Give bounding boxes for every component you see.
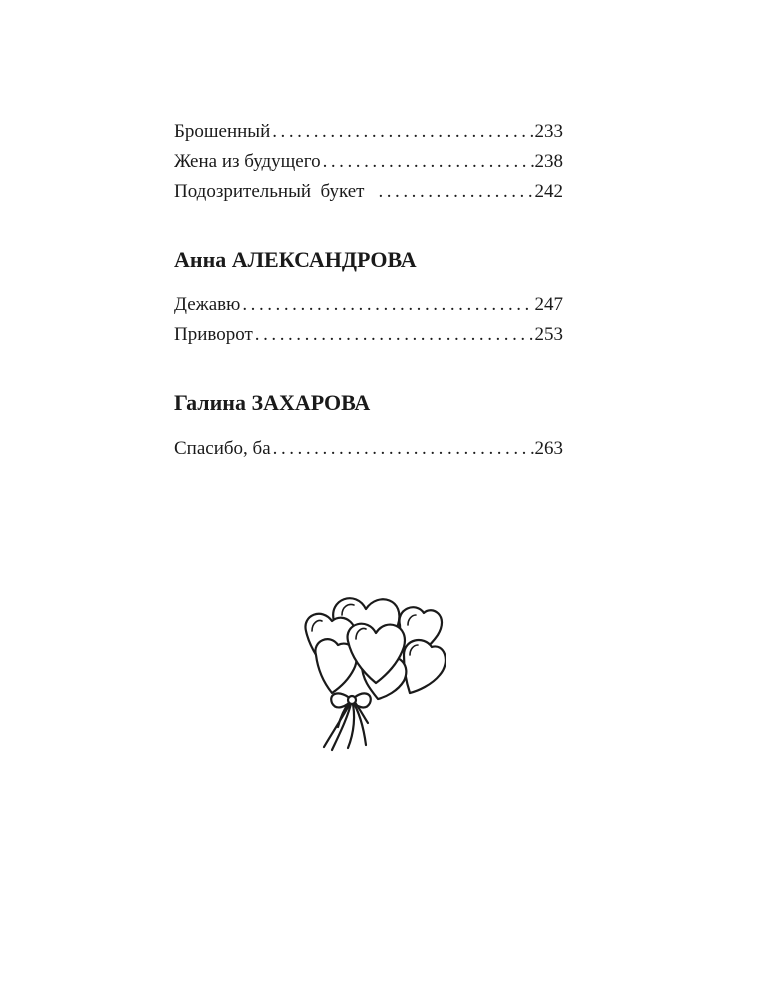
author-heading: Галина ЗАХАРОВА <box>174 390 371 415</box>
toc-leader-dots <box>242 293 533 317</box>
toc-entry-title: Брошенный <box>174 121 271 142</box>
toc-leader-dots <box>272 120 533 144</box>
toc-entry-title: Спасибо, ба <box>174 438 271 459</box>
toc-entry-page: 242 <box>534 181 563 202</box>
toc-entry-page: 263 <box>534 438 563 459</box>
toc-leader-dots <box>323 150 534 174</box>
toc-entry-page: 247 <box>534 294 563 315</box>
toc-entry <box>174 323 563 347</box>
toc-entry-page: 253 <box>534 324 563 345</box>
toc-entry <box>174 150 563 174</box>
heart-balloons-icon <box>300 585 446 755</box>
toc-entry-title: Подозрительный букет <box>174 181 365 202</box>
toc-entry <box>174 120 563 144</box>
toc-entry-title: Дежавю <box>174 294 241 315</box>
toc-leader-dots <box>378 180 533 204</box>
toc-entry <box>174 293 563 317</box>
author-heading: Анна АЛЕКСАНДРОВА <box>174 247 417 272</box>
toc-entry-page: 233 <box>534 121 563 142</box>
toc-entry-page: 238 <box>534 151 563 172</box>
toc-entry <box>174 180 563 204</box>
toc-entry <box>174 437 563 461</box>
toc-leader-dots <box>273 437 534 461</box>
toc-entry-title: Жена из будущего <box>174 151 321 172</box>
toc-leader-dots <box>255 323 534 347</box>
toc-entry-title: Приворот <box>174 324 253 345</box>
